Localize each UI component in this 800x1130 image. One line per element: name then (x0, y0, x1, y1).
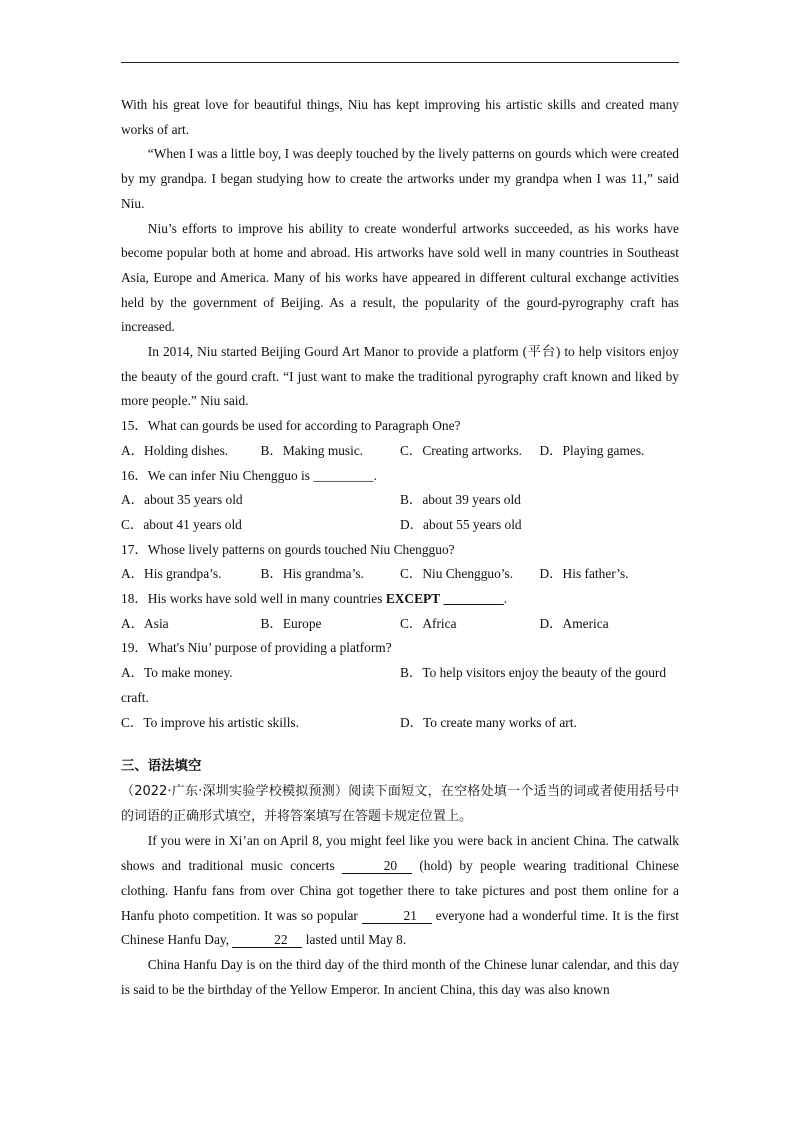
question-16-blank: _________ (313, 467, 374, 483)
question-18-blank: _________ (443, 591, 504, 607)
option-17-a[interactable]: A．His grandpa’s. (121, 566, 222, 582)
option-19-a[interactable]: A．To make money. (121, 665, 233, 681)
option-19-d[interactable]: D．To create many works of art. (400, 714, 577, 730)
passage-paragraph-4: In 2014, Niu started Beijing Gourd Art Manor to provide a platform (平台) to help visitors enjoy the beauty of the gourd craft. “I just want to make the traditional pyrography craft known and liked by more people.” Niu said. (121, 344, 679, 409)
question-16-end: . (373, 467, 377, 483)
question-16-options-row-1 (121, 488, 679, 513)
option-19-b[interactable]: B．To help visitors enjoy the beauty of the gourd (400, 665, 667, 681)
header-rule (121, 62, 679, 63)
section-title: 三、语法填空 (121, 759, 202, 775)
option-17-d[interactable]: D．His father’s. (539, 566, 629, 582)
question-17-options (121, 562, 679, 587)
option-18-b[interactable]: B．Europe (260, 615, 322, 631)
option-19-b-continued: craft. (121, 689, 149, 705)
question-18-end: . (503, 591, 508, 607)
question-16-options-row-2 (121, 513, 679, 538)
option-15-a[interactable]: A．Holding dishes. (121, 442, 229, 458)
question-15-stem: 15．What can gourds be used for according to Paragraph One? (121, 418, 461, 434)
question-17-stem: 17．Whose lively patterns on gourds touched Niu Chengguo? (121, 541, 455, 557)
question-18-options (121, 612, 679, 637)
cloze-paragraph-1 (121, 829, 679, 953)
cloze-text-1: If you were in Xi’an on April 8, you might feel like you were back in ancient China. The catwalk shows and traditional music concerts (121, 833, 679, 874)
option-17-c[interactable]: C．Niu Chengguo’s. (400, 566, 514, 582)
option-16-d[interactable]: D．about 55 years old (400, 516, 522, 532)
option-17-b[interactable]: B．His grandma’s. (260, 566, 364, 582)
document-body (121, 93, 679, 1002)
option-18-d[interactable]: D．America (539, 615, 609, 631)
option-15-c[interactable]: C．Creating artworks. (400, 442, 522, 458)
passage-paragraph-2: “When I was a little boy, I was deeply touched by the lively patterns on gourds which were created by my grandpa. I began studying how to create the artworks under my grandpa when I was 11,” said Niu. (121, 146, 679, 211)
passage-paragraph-1: With his great love for beautiful things, Niu has kept improving his artistic skills and created many works of art. (121, 97, 679, 137)
cloze-text-3: everyone had a wonderful time. It is the first Chinese Hanfu Day, (121, 907, 680, 948)
option-18-c[interactable]: C．Africa (400, 615, 457, 631)
passage-paragraph-3: Niu’s efforts to improve his ability to create wonderful artworks succeeded, as his works have become popular both at home and abroad. His artworks have sold well in many countries in Southeast Asia, Europe and America. Many of his works have appeared in different cultural exchange activities held by the government of Beijing. As a result, the popularity of the gourd-pyrography craft has increased. (121, 220, 679, 335)
blank-21[interactable]: 21 (362, 908, 432, 924)
blank-22[interactable]: 22 (232, 932, 302, 948)
option-18-a[interactable]: A．Asia (121, 615, 169, 631)
question-16-stem (121, 464, 679, 489)
question-18-emphasis: EXCEPT (385, 591, 441, 607)
option-16-c[interactable]: C．about 41 years old (121, 516, 242, 532)
question-19-options-row-1 (121, 661, 679, 686)
cloze-paragraph-2: China Hanfu Day is on the third day of the third month of the Chinese lunar calendar, and this day is said to be the birthday of the Yellow Emperor. In ancient China, this day was also known (121, 956, 679, 997)
option-16-a[interactable]: A．about 35 years old (121, 492, 243, 508)
question-19-stem: 19．What's Niu’ purpose of providing a platform? (121, 640, 392, 656)
question-16-text: 16．We can infer Niu Chengguo is (121, 467, 314, 483)
option-15-b[interactable]: B．Making music. (260, 442, 364, 458)
question-19-options-row-2 (121, 711, 679, 736)
question-15-options (121, 439, 679, 464)
question-18-text: 18．His works have sold well in many countries (121, 591, 386, 607)
cloze-text-4: lasted until May 8. (302, 932, 407, 948)
section-instructions: （2022·广东·深圳实验学校模拟预测）阅读下面短文，在空格处填一个适当的词或者使用括号中的词语的正确形式填空，并将答案填写在答题卡规定位置上。 (121, 783, 679, 824)
blank-20[interactable]: 20 (342, 858, 412, 874)
option-16-b[interactable]: B．about 39 years old (400, 492, 521, 508)
option-15-d[interactable]: D．Playing games. (539, 442, 645, 458)
cloze-text-2: (hold) by people wearing traditional Chinese clothing. Hanfu fans from over China got together there to take pictures and post them online for a Hanfu photo competition. It was so popular (121, 858, 679, 923)
option-19-c[interactable]: C．To improve his artistic skills. (121, 714, 299, 730)
question-18-stem (121, 587, 679, 612)
